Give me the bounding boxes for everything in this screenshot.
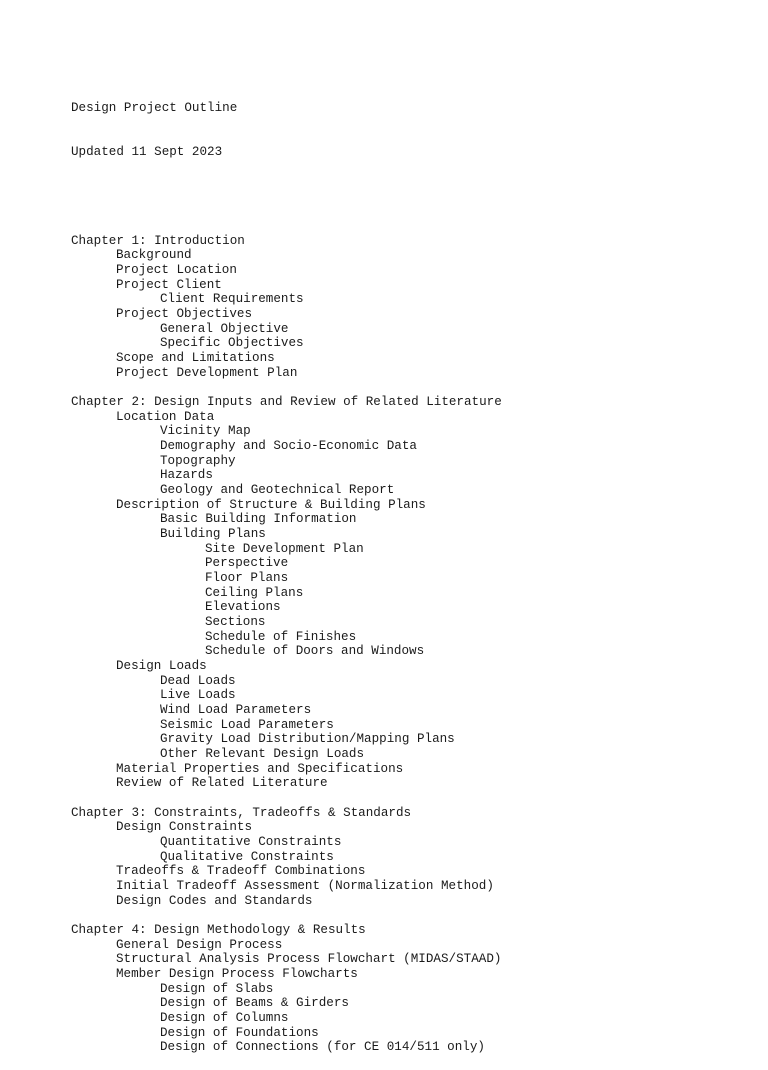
- outline-item: Site Development Plan: [205, 541, 364, 556]
- outline-item: Initial Tradeoff Assessment (Normalization Method): [116, 879, 494, 894]
- chapter-heading: Chapter 4: Design Methodology & Results: [71, 923, 366, 938]
- chapter-heading: Chapter 2: Design Inputs and Review of Related Literature: [71, 394, 502, 409]
- outline-item: Topography: [160, 453, 236, 468]
- outline-item: Structural Analysis Process Flowchart (MIDAS/STAAD): [116, 952, 502, 967]
- outline-item: Design Loads: [116, 659, 207, 673]
- chapter-heading: Chapter 1: Introduction: [71, 233, 245, 248]
- spacer: [71, 189, 502, 204]
- chapter-heading: Chapter 3: Constraints, Tradeoffs & Standards: [71, 805, 412, 820]
- outline-item: General Design Process: [116, 937, 283, 952]
- outline-item: Demography and Socio-Economic Data: [160, 438, 417, 453]
- outline-item: Description of Structure & Building Plans: [116, 497, 426, 512]
- outline-item: Schedule of Finishes: [205, 629, 357, 644]
- document-title: Design Project Outline: [71, 101, 238, 116]
- outline-item: Project Location: [116, 262, 237, 277]
- outline-item: Material Properties and Specifications: [116, 761, 404, 776]
- outline-item: Background: [116, 248, 192, 263]
- outline-item: Sections: [205, 614, 266, 629]
- outline-item: Vicinity Map: [160, 424, 251, 439]
- outline-item: Building Plans: [160, 526, 266, 541]
- section-spacer: [71, 908, 502, 923]
- section-spacer: [71, 791, 502, 806]
- outline-item: Location Data: [116, 409, 215, 424]
- outline-item: Qualitative Constraints: [160, 849, 334, 864]
- outline-item: Geology and Geotechnical Report: [160, 482, 395, 497]
- updated-date: Updated 11 Sept 2023: [71, 145, 223, 160]
- outline-item: Wind Load Parameters: [160, 703, 312, 718]
- outline-item: General Objective: [160, 321, 289, 336]
- outline-item: Review of Related Literature: [116, 776, 328, 791]
- outline-list: [71, 234, 502, 1056]
- outline-item: Scope and Limitations: [116, 350, 275, 365]
- outline-item: Project Development Plan: [116, 365, 298, 380]
- outline-item: Design Constraints: [116, 820, 253, 835]
- outline-item: Gravity Load Distribution/Mapping Plans: [160, 732, 455, 747]
- outline-item: Quantitative Constraints: [160, 835, 342, 850]
- outline-item: Live Loads: [160, 688, 236, 703]
- outline-item: Floor Plans: [205, 570, 289, 585]
- outline-item: Project Client: [116, 277, 222, 292]
- section-spacer: [71, 380, 502, 395]
- outline-item: Ceiling Plans: [205, 585, 304, 600]
- outline-item: Tradeoffs & Tradeoff Combinations: [116, 864, 366, 879]
- outline-item: Other Relevant Design Loads: [160, 747, 365, 762]
- outline-item: Project Objectives: [116, 306, 253, 321]
- outline-item: Perspective: [205, 556, 289, 571]
- outline-item: Design Codes and Standards: [116, 893, 313, 908]
- outline-item: Elevations: [205, 600, 281, 615]
- outline-item: Design of Foundations: [160, 1025, 319, 1040]
- outline-item: Seismic Load Parameters: [160, 717, 334, 732]
- outline-item: Client Requirements: [160, 292, 304, 307]
- outline-item: Design of Slabs: [160, 981, 274, 996]
- outline-item: Specific Objectives: [160, 336, 304, 351]
- outline-item: Member Design Process Flowcharts: [116, 967, 358, 982]
- outline-item: Design of Beams & Girders: [160, 996, 349, 1011]
- document-body: [71, 72, 502, 1070]
- outline-item: Schedule of Doors and Windows: [205, 644, 425, 659]
- outline-item: Basic Building Information: [160, 512, 357, 527]
- outline-item: Design of Connections (for CE 014/511 only): [160, 1040, 485, 1055]
- outline-item: Hazards: [160, 468, 213, 483]
- outline-item: Design of Columns: [160, 1011, 289, 1026]
- outline-item: Dead Loads: [160, 673, 236, 688]
